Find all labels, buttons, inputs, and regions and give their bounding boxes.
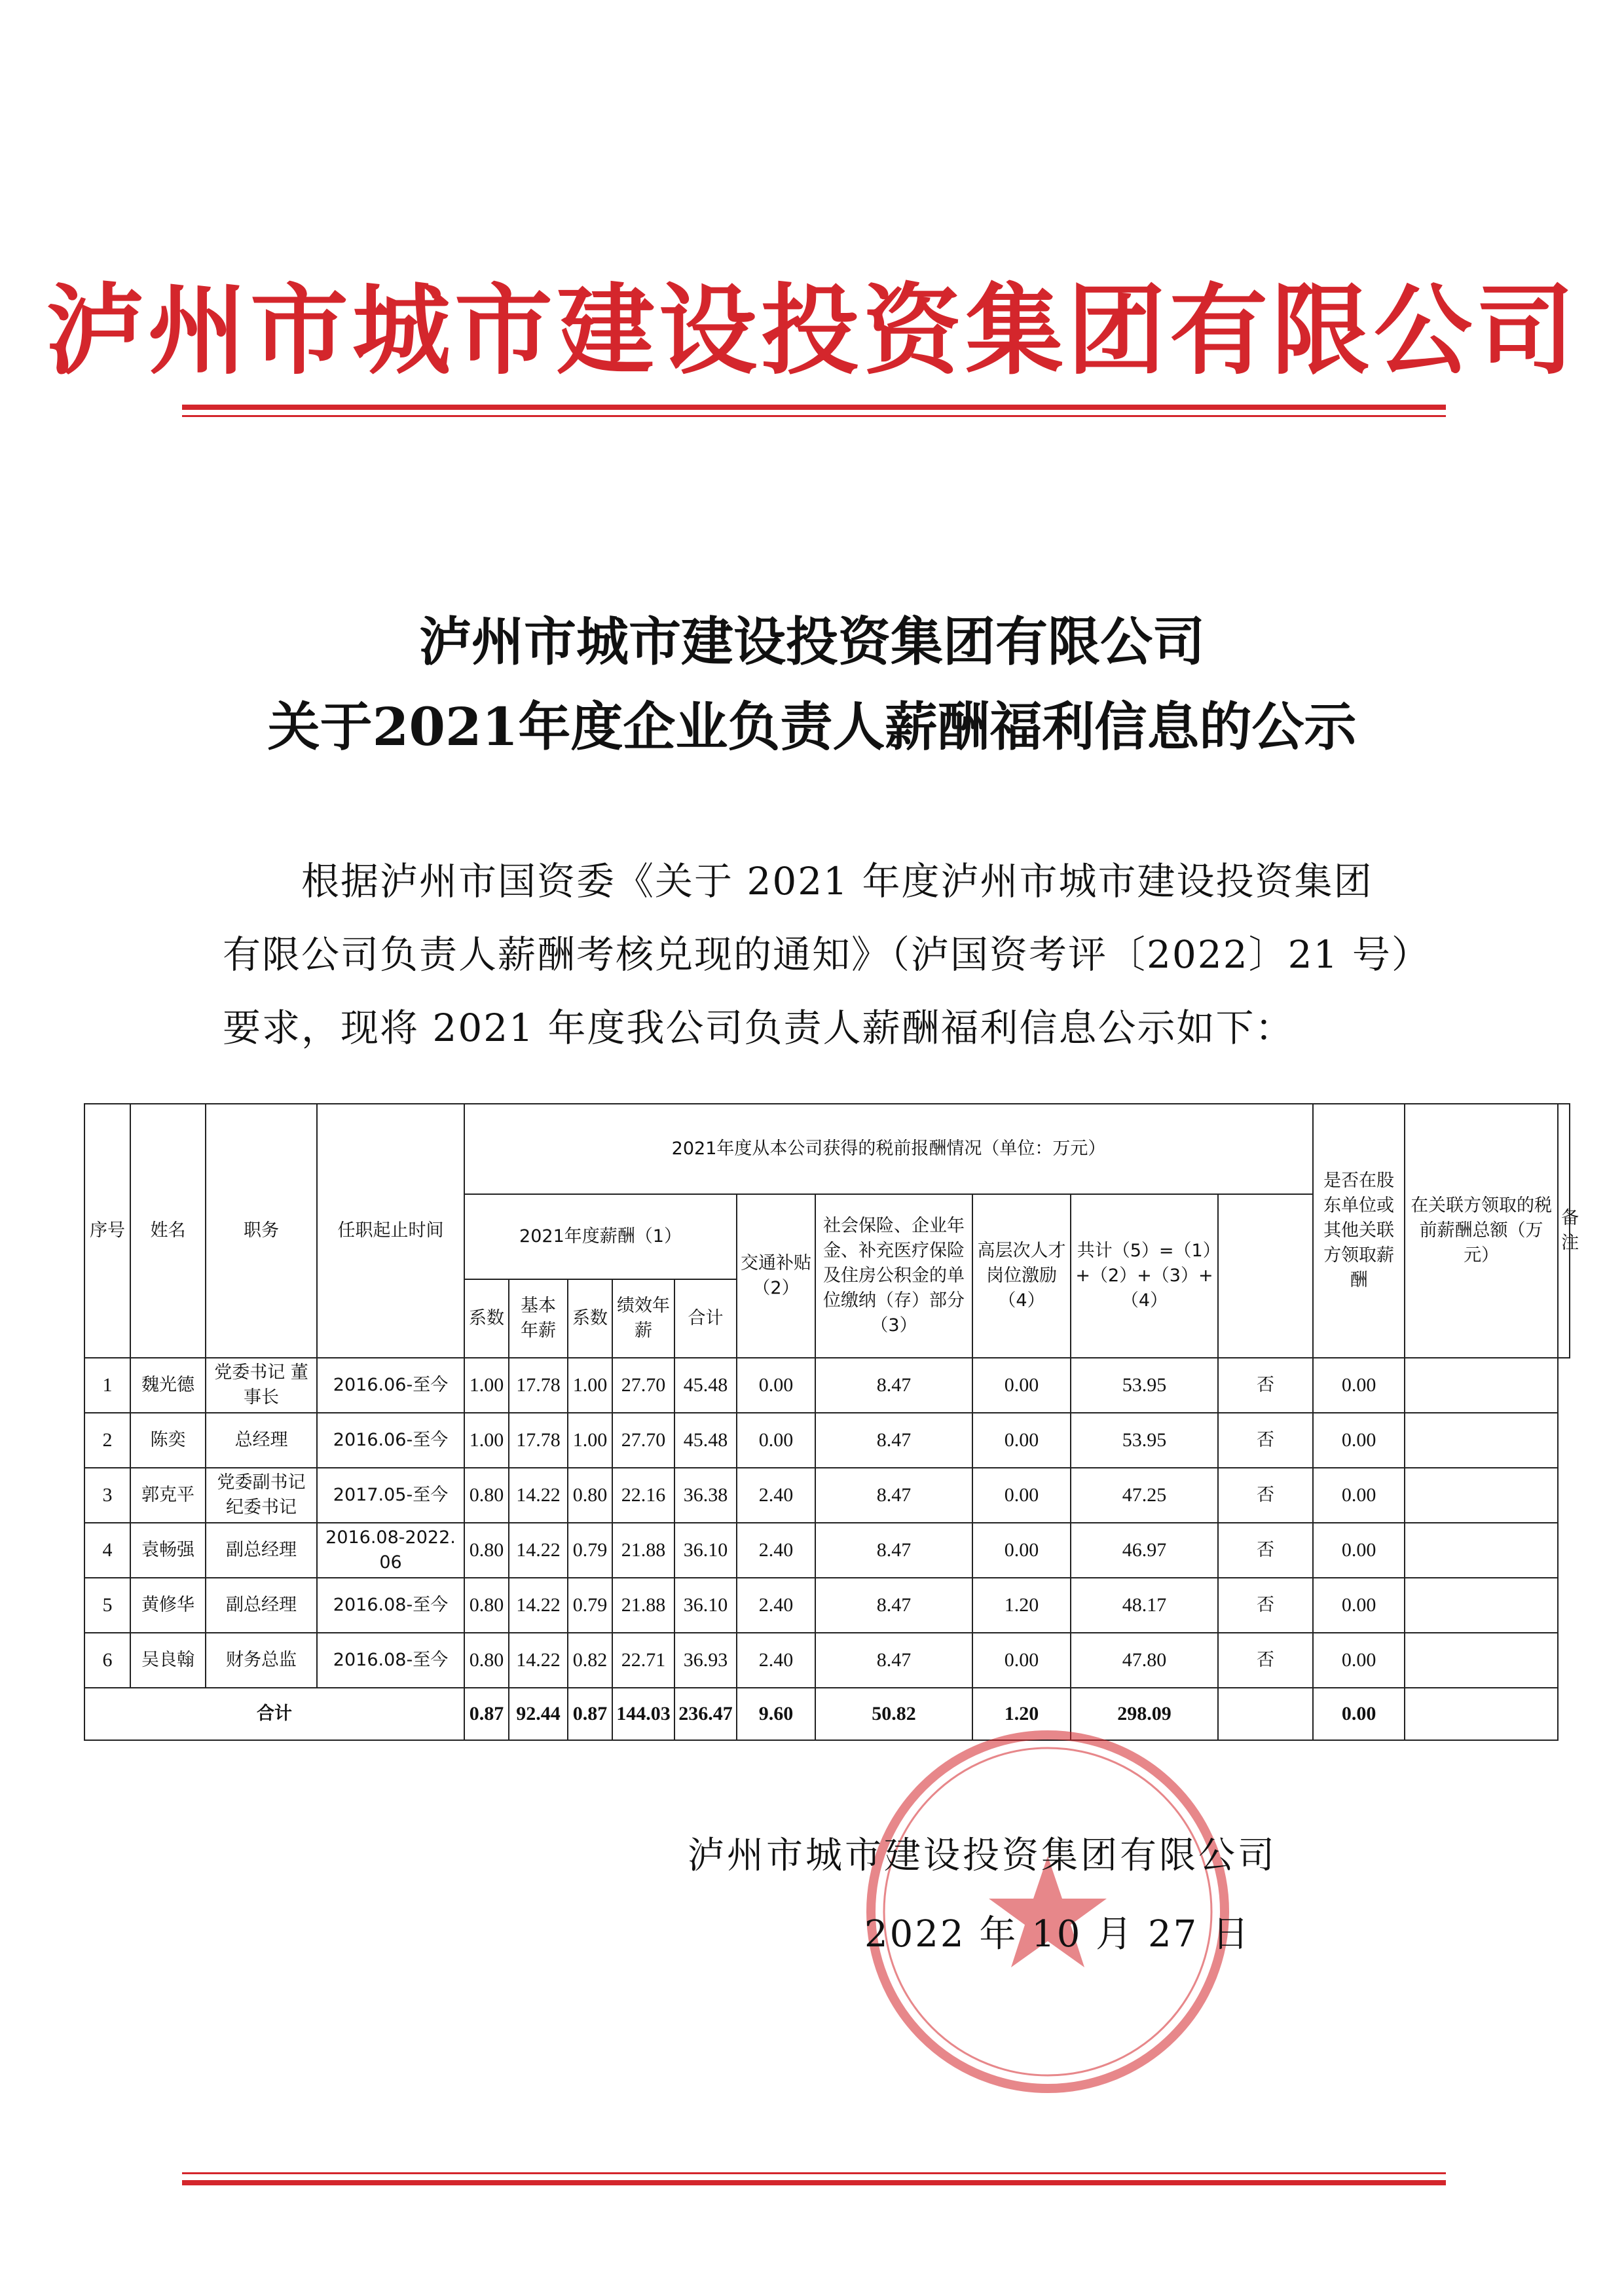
cell-perf: 22.71	[612, 1633, 674, 1688]
body-line-3: 要求，现将 2021 年度我公司负责人薪酬福利信息公示如下：	[223, 1006, 1295, 1050]
cell-remark	[1405, 1523, 1558, 1578]
header-talent: 高层次人才岗位激励（4）	[972, 1194, 1071, 1358]
footer-divider-thick	[182, 2180, 1446, 2185]
table-row	[84, 1523, 1570, 1578]
cell-related: 0.00	[1313, 1523, 1405, 1578]
header-perf: 绩效年薪	[612, 1279, 674, 1358]
salary-table	[84, 1103, 1579, 1741]
cell-position: 副总经理	[206, 1523, 317, 1578]
cell-seq: 2	[84, 1413, 130, 1468]
cell-total: 47.80	[1071, 1633, 1218, 1688]
header-subtotal: 合计	[674, 1279, 737, 1358]
doc-title-line1: 泸州市城市建设投资集团有限公司	[419, 611, 1205, 672]
total-talent: 1.20	[972, 1688, 1071, 1740]
cell-position: 财务总监	[206, 1633, 317, 1688]
cell-tenure: 2016.06-至今	[317, 1358, 464, 1413]
total-total: 298.09	[1071, 1688, 1218, 1740]
header-related: 在关联方领取的税前薪酬总额（万元）	[1405, 1104, 1558, 1358]
table-row	[84, 1578, 1570, 1633]
cell-shareholder: 否	[1218, 1468, 1313, 1523]
header-coef1: 系数	[464, 1279, 509, 1358]
cell-shareholder: 否	[1218, 1633, 1313, 1688]
cell-position: 党委副书记 纪委书记	[206, 1468, 317, 1523]
cell-tenure: 2016.06-至今	[317, 1413, 464, 1468]
cell-talent: 0.00	[972, 1523, 1071, 1578]
doc-title-line2: 关于2021年度企业负责人薪酬福利信息的公示	[267, 696, 1357, 757]
header-transport: 交通补贴（2）	[737, 1194, 815, 1358]
cell-name: 吴良翰	[130, 1633, 206, 1688]
cell-transport: 2.40	[737, 1633, 815, 1688]
cell-subtotal: 36.38	[674, 1468, 737, 1523]
cell-position: 党委书记 董事长	[206, 1358, 317, 1413]
cell-subtotal: 36.10	[674, 1578, 737, 1633]
cell-coef1: 1.00	[464, 1358, 509, 1413]
cell-remark	[1405, 1413, 1558, 1468]
header-salary-group: 2021年度薪酬（1）	[464, 1194, 737, 1279]
header-income-group: 2021年度从本公司获得的税前报酬情况（单位：万元）	[464, 1104, 1313, 1194]
cell-transport: 2.40	[737, 1468, 815, 1523]
total-label: 合计	[84, 1688, 464, 1740]
cell-base: 14.22	[509, 1633, 568, 1688]
cell-base: 17.78	[509, 1413, 568, 1468]
cell-perf: 27.70	[612, 1413, 674, 1468]
cell-shareholder: 否	[1218, 1578, 1313, 1633]
cell-base: 14.22	[509, 1468, 568, 1523]
total-subtotal: 236.47	[674, 1688, 737, 1740]
cell-related: 0.00	[1313, 1468, 1405, 1523]
cell-total: 48.17	[1071, 1578, 1218, 1633]
cell-remark	[1405, 1633, 1558, 1688]
cell-transport: 2.40	[737, 1578, 815, 1633]
cell-transport: 2.40	[737, 1523, 815, 1578]
cell-seq: 6	[84, 1633, 130, 1688]
header-name: 姓名	[130, 1104, 206, 1358]
total-coef2: 0.87	[568, 1688, 612, 1740]
cell-talent: 1.20	[972, 1578, 1071, 1633]
cell-shareholder: 否	[1218, 1523, 1313, 1578]
cell-related: 0.00	[1313, 1633, 1405, 1688]
letterhead: 泸州市城市建设投资集团有限公司	[45, 273, 1578, 388]
header-total: 共计（5）=（1）+（2）+（3）+（4）	[1071, 1194, 1218, 1358]
cell-name: 袁畅强	[130, 1523, 206, 1578]
header-base: 基本年薪	[509, 1279, 568, 1358]
table-row	[84, 1358, 1570, 1413]
cell-total: 46.97	[1071, 1523, 1218, 1578]
cell-coef2: 0.82	[568, 1633, 612, 1688]
cell-base: 14.22	[509, 1523, 568, 1578]
cell-social: 8.47	[815, 1578, 972, 1633]
cell-transport: 0.00	[737, 1358, 815, 1413]
cell-perf: 21.88	[612, 1578, 674, 1633]
cell-seq: 3	[84, 1468, 130, 1523]
cell-position: 副总经理	[206, 1578, 317, 1633]
cell-position: 总经理	[206, 1413, 317, 1468]
table-row	[84, 1413, 1570, 1468]
cell-base: 17.78	[509, 1358, 568, 1413]
total-base: 92.44	[509, 1688, 568, 1740]
cell-subtotal: 36.93	[674, 1633, 737, 1688]
cell-talent: 0.00	[972, 1413, 1071, 1468]
cell-social: 8.47	[815, 1413, 972, 1468]
cell-perf: 21.88	[612, 1523, 674, 1578]
header-tenure: 任职起止时间	[317, 1104, 464, 1358]
cell-total: 53.95	[1071, 1413, 1218, 1468]
cell-tenure: 2016.08-2022.06	[317, 1523, 464, 1578]
cell-coef1: 0.80	[464, 1468, 509, 1523]
cell-talent: 0.00	[972, 1468, 1071, 1523]
salary-table-container	[84, 1103, 1579, 1732]
cell-name: 黄修华	[130, 1578, 206, 1633]
total-coef1: 0.87	[464, 1688, 509, 1740]
cell-social: 8.47	[815, 1633, 972, 1688]
cell-seq: 1	[84, 1358, 130, 1413]
cell-talent: 0.00	[972, 1358, 1071, 1413]
cell-talent: 0.00	[972, 1633, 1071, 1688]
header-social: 社会保险、企业年金、补充医疗保险及住房公积金的单位缴纳（存）部分（3）	[815, 1194, 972, 1358]
cell-subtotal: 36.10	[674, 1523, 737, 1578]
cell-shareholder: 否	[1218, 1413, 1313, 1468]
cell-social: 8.47	[815, 1358, 972, 1413]
cell-name: 郭克平	[130, 1468, 206, 1523]
cell-perf: 27.70	[612, 1358, 674, 1413]
table-body	[84, 1358, 1570, 1688]
cell-remark	[1405, 1358, 1558, 1413]
cell-subtotal: 45.48	[674, 1413, 737, 1468]
total-related: 0.00	[1313, 1688, 1405, 1740]
cell-transport: 0.00	[737, 1413, 815, 1468]
total-social: 50.82	[815, 1688, 972, 1740]
cell-seq: 5	[84, 1578, 130, 1633]
cell-related: 0.00	[1313, 1413, 1405, 1468]
cell-name: 魏光德	[130, 1358, 206, 1413]
cell-tenure: 2016.08-至今	[317, 1578, 464, 1633]
cell-perf: 22.16	[612, 1468, 674, 1523]
signature-company: 泸州市城市建设投资集团有限公司	[688, 1834, 1277, 1877]
cell-coef2: 0.80	[568, 1468, 612, 1523]
cell-coef1: 0.80	[464, 1578, 509, 1633]
cell-remark	[1405, 1578, 1558, 1633]
total-perf: 144.03	[612, 1688, 674, 1740]
table-header-row-1	[84, 1104, 1570, 1194]
header-shareholder: 是否在股东单位或其他关联方领取薪酬	[1313, 1104, 1405, 1358]
header-seq: 序号	[84, 1104, 130, 1358]
cell-coef2: 1.00	[568, 1358, 612, 1413]
signature-date: 2022 年 10 月 27 日	[864, 1913, 1251, 1956]
header-coef2: 系数	[568, 1279, 612, 1358]
header-remark: 备注	[1558, 1104, 1570, 1358]
cell-related: 0.00	[1313, 1358, 1405, 1413]
cell-social: 8.47	[815, 1523, 972, 1578]
cell-tenure: 2016.08-至今	[317, 1633, 464, 1688]
table-row	[84, 1633, 1570, 1688]
body-line-1: 根据泸州市国资委《关于 2021 年度泸州市城市建设投资集团	[301, 859, 1373, 903]
body-line-2: 有限公司负责人薪酬考核兑现的通知》（泸国资考评〔2022〕21 号）	[223, 932, 1431, 977]
cell-coef2: 0.79	[568, 1523, 612, 1578]
letterhead-divider-thin	[182, 415, 1446, 417]
cell-coef2: 1.00	[568, 1413, 612, 1468]
cell-subtotal: 45.48	[674, 1358, 737, 1413]
cell-seq: 4	[84, 1523, 130, 1578]
cell-remark	[1405, 1468, 1558, 1523]
header-position: 职务	[206, 1104, 317, 1358]
total-remark	[1405, 1688, 1558, 1740]
cell-tenure: 2017.05-至今	[317, 1468, 464, 1523]
cell-total: 53.95	[1071, 1358, 1218, 1413]
footer-divider-thin	[182, 2172, 1446, 2174]
table-row	[84, 1468, 1570, 1523]
cell-related: 0.00	[1313, 1578, 1405, 1633]
letterhead-divider-thick	[182, 405, 1446, 410]
table-total-row	[84, 1688, 1570, 1740]
cell-name: 陈奕	[130, 1413, 206, 1468]
cell-social: 8.47	[815, 1468, 972, 1523]
cell-coef1: 0.80	[464, 1633, 509, 1688]
cell-coef1: 1.00	[464, 1413, 509, 1468]
cell-coef1: 0.80	[464, 1523, 509, 1578]
cell-base: 14.22	[509, 1578, 568, 1633]
cell-coef2: 0.79	[568, 1578, 612, 1633]
body-paragraph	[223, 845, 1431, 1065]
total-transport: 9.60	[737, 1688, 815, 1740]
cell-total: 47.25	[1071, 1468, 1218, 1523]
cell-shareholder: 否	[1218, 1358, 1313, 1413]
